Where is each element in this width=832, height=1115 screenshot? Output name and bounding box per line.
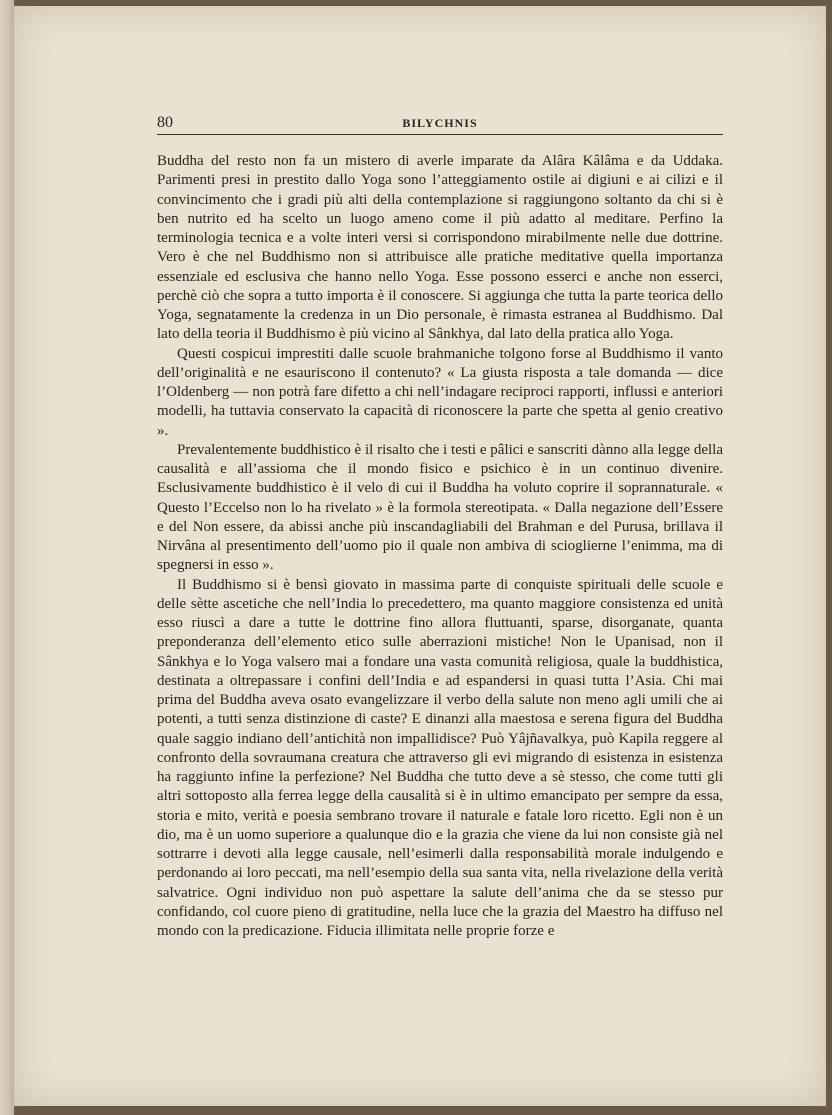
paragraph-3: Prevalentemente buddhistico è il risalto che i testi e pâlici e sanscriti dànno alla legge della causalità e all’assioma che il mondo fisico e psichico è in un continuo divenire. Esclusivamente buddhistico è il velo di cui il Buddha ha voluto coprire il soprannaturale. « Questo l’Eccelso non lo ha rivelato » è la formola stereotipata. « Dalla negazione dell’Essere e del Non essere, da abissi anche più inscandagliabili del Brahman e del Purusa, brillava il Nirvâna al presentimento dell’uomo pio il quale non ambiva di scioglierne l’enimma, ma di spegnersi in esso ». (157, 441, 723, 574)
body-text (157, 152, 723, 941)
page-number: 80 (157, 114, 173, 131)
paragraph-4: Il Buddhismo si è bensì giovato in massima parte di conquiste spirituali delle scuole e delle sètte ascetiche che nell’India lo precedettero, ma quanto maggiore consistenza ed unità esso riuscì a dare a tutte le dottrine fino allora fluttuanti, sparse, disorganate, quanta preponderanza dell’elemento etico sulle aberrazioni mistiche! Non le Upanisad, non il Sânkhya e lo Yoga valsero mai a fondare una vasta comunità religiosa, quale la buddhistica, destinata a oltrepassare i confini dell’India e ad espandersi in quasi tutta l’Asia. Chi mai prima del Buddha aveva osato evangelizzare il verbo della salute non meno agli umili che ai potenti, a tutti senza distinzione di caste? E dinanzi alla maestosa e serena figura del Buddha quale saggio indiano dell’antichità non impallidisce? Può Yâjñavalkya, può Kapila reggere al confronto della sovraumana creatura che attraverso gli evi migrando di esistenza in esistenza ha raggiunto infine la perfezione? Nel Buddha che tutto deve a sè stesso, che come tutti gli altri sottoposto alla ferrea legge della causalità si è in ultimo emancipato per sempre da essa, storia e mito, verità e poesia sembrano trovare il naturale e fatale loro ricetto. Egli non è un dio, ma è un uomo superiore a qualunque dio e la grazia che viene da lui non consiste già nel sottrarre i devoti alla legge causale, nell’esimerli dalla responsabilità morale indulgendo e perdonando ai loro peccati, ma nell’esempio della sua santa vita, nella rivelazione della verità salvatrice. Ogni individuo non può aspettare la salute dell’anima che da se stesso pur confidando, col cuore pieno di gratitudine, nella luce che la grazia del Maestro ha diffuso nel mondo con la predicazione. Fiducia illimitata nelle proprie forze e (157, 576, 723, 939)
paragraph-1: Buddha del resto non fa un mistero di averle imparate da Alâra Kâlâma e da Uddaka. Parimenti presi in prestito dallo Yoga sono l’atteggiamento ostile ai digiuni e ai cilizi e il convincimento che i gradi più alti della contemplazione si raggiungono soltanto da chi si è ben nutrito ed ha scelto un luogo ameno come il più adatto al meditare. Perfino la terminologia tecnica e a volte interi versi si corrispondono mirabilmente nelle due dottrine. Vero è che nel Buddhismo non si attribuisce alle pratiche meditative quella importanza essenziale ed esclusiva che hanno nello Yoga. Esse possono esserci e anche non esserci, perchè ciò che sopra a tutto importa è il conoscere. Si aggiunga che tutta la parte teorica dello Yoga, segnatamente la credenza in un Dio personale, è rimasta estranea al Buddhismo. Dal lato della teoria il Buddhismo è più vicino al Sânkhya, dal lato della pratica allo Yoga. (157, 153, 723, 343)
running-title: BILYCHNIS (402, 116, 478, 130)
page-edge (0, 0, 14, 1115)
page-header (157, 112, 723, 135)
paragraph-2: Questi cospicui imprestiti dalle scuole brahmaniche tolgono forse al Buddhismo il vanto dell’originalità e ne esauriscono il contenuto? « La giusta risposta a tale domanda — dice l’Oldenberg — non potrà fare difetto a chi nell’indagare reciproci rapporti, influssi e anteriori modelli, ha tuttavia conservato la capacità di riconoscere la parte che spetta al genio creativo ». (157, 345, 723, 439)
